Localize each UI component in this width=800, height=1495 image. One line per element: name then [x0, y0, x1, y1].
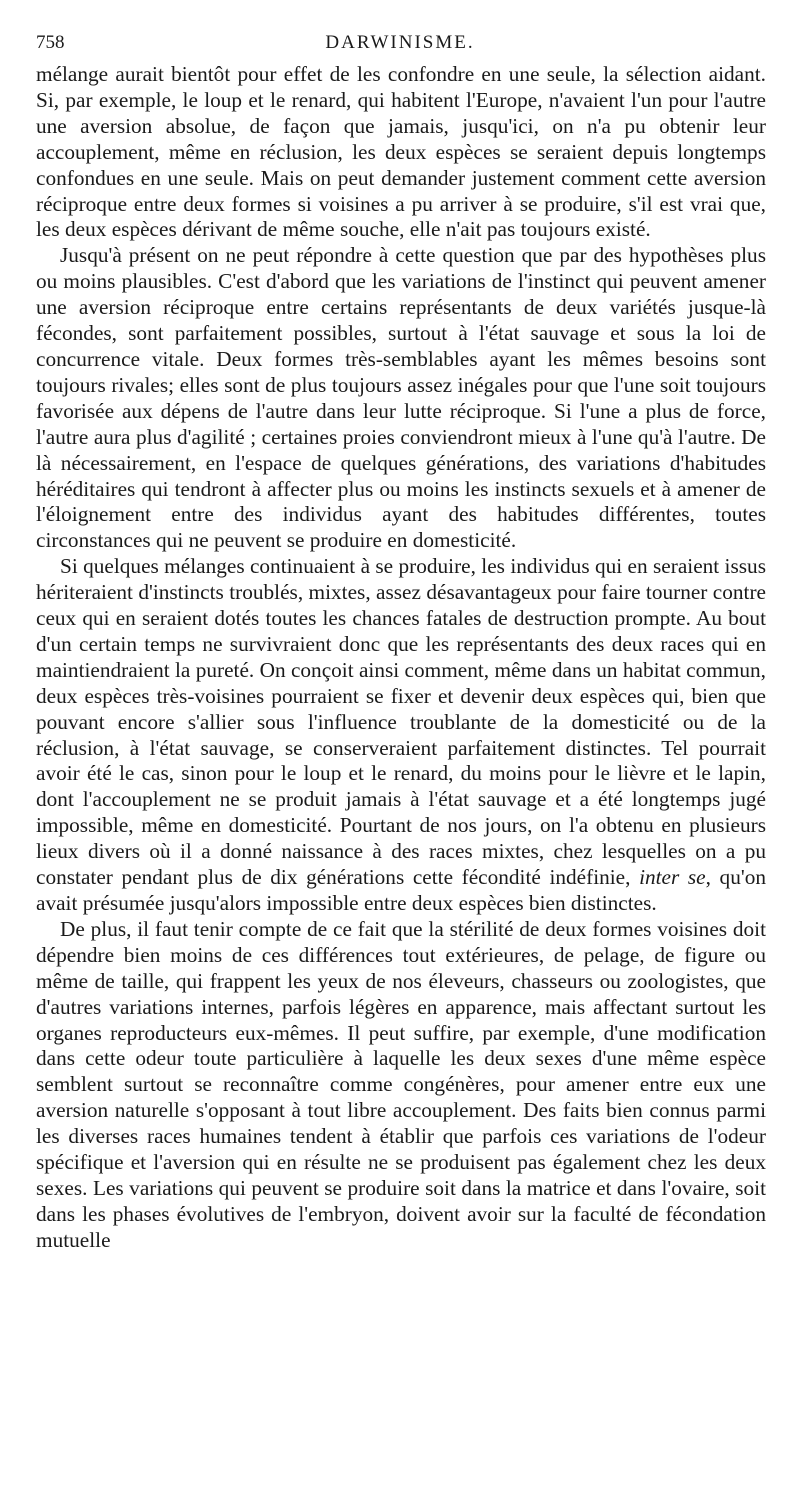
paragraph-4	[36, 917, 766, 1254]
page-header	[36, 32, 764, 56]
paragraph-1-text: mélange aurait bientôt pour effet de les confondre en une seule, la sélection aidant. Si, par exemple, le loup et le renard, qui habitent l'Europe, n'avaient l'un pour l'autre une aversion absolue, de façon que jamais, jusqu'ici, on n'a pu obtenir leur accouplement, même en réclusion, les deux espèces se seraient depuis longtemps confondues en une seule. Mais on peut demander justement comment cette aversion réciproque entre deux formes si voisines a pu arriver à se produire, s'il est vrai que, les deux espèces dérivant de même souche, elle n'ait pas toujours existé.	[36, 62, 766, 242]
running-title: DARWINISME.	[325, 32, 475, 53]
paragraph-2	[36, 243, 766, 554]
paragraph-2-text: Jusqu'à présent on ne peut répondre à cette question que par des hypothèses plus ou moins plausibles. C'est d'abord que les variations de l'instinct qui peuvent amener une aversion réciproque entre certains représentants de deux variétés jusque-là fécondes, sont parfaitement possibles, surtout à l'état sauvage et sous la loi de concurrence vitale. Deux formes très-semblables ayant les mêmes besoins sont toujours rivales; elles sont de plus toujours assez inégales pour que l'une soit toujours favorisée aux dépens de l'autre dans leur lutte réciproque. Si l'une a plus de force, l'autre aura plus d'agilité ; certaines proies conviendront mieux à l'une qu'à l'autre. De là nécessairement, en l'espace de quelques générations, des variations d'habitudes héréditaires qui tendront à affecter plus ou moins les instincts sexuels et à amener de l'éloignement entre des individus ayant des habitudes différentes, toutes circonstances qui ne peuvent se produire en domesticité.	[36, 243, 766, 553]
paragraph-4-text: De plus, il faut tenir compte de ce fait que la stérilité de deux formes voisines doit dépendre bien moins de ces différences tout extérieures, de pelage, de figure ou même de taille, qui frappent les yeux de nos éleveurs, chasseurs ou zoologistes, que d'autres variations internes, parfois légères en apparence, mais affectant surtout les organes reproducteurs eux-mêmes. Il peut suffire, par exemple, d'une modification dans cette odeur toute particulière à laquelle les deux sexes d'une même espèce semblent surtout se reconnaître comme congénères, pour amener entre eux une aversion naturelle s'opposant à tout libre accouplement. Des faits bien connus parmi les diverses races humaines tendent à établir que parfois ces variations de l'odeur spécifique et l'aversion qui en résulte ne se produisent pas également chez les deux sexes. Les variations qui peuvent se produire soit dans la matrice et dans l'ovaire, soit dans les phases évolutives de l'embryon, doivent avoir sur la faculté de fécondation mutuelle	[36, 916, 766, 1252]
paragraph-3-italic-latin: inter se	[639, 865, 706, 890]
paragraph-1	[36, 62, 766, 243]
paragraph-3-text: Si quelques mélanges continuaient à se produire, les individus qui en seraient issus hériteraient d'instincts troublés, mixtes, assez désavantageux pour faire tourner contre ceux qui en seraient dotés toutes les chances fatales de destruction prompte. Au bout d'un certain temps ne survivraient donc que les représentants des deux races qui en maintiendraient la pureté. On conçoit ainsi comment, même dans un habitat commun, deux espèces très-voisines pourraient se fixer et devenir deux espèces qui, bien que pouvant encore s'allier sous l'influence troublante de la domesticité ou de la réclusion, à l'état sauvage, se conserveraient parfaitement distinctes. Tel pourrait avoir été le cas, sinon pour le loup et le renard, du moins pour le lièvre et le lapin, dont l'accouplement ne se produit jamais à l'état sauvage et a été longtemps jugé impossible, même en domesticité. Pourtant de nos jours, on l'a obtenu en plusieurs lieux divers où il a donné naissance à des races mixtes, chez lesquelles on a pu constater pendant plus de dix générations cette fécondité indéfinie,	[36, 554, 766, 890]
paragraph-3-text-after: , qu'on avait présumée jusqu'alors impossible entre deux espèces bien distinctes.	[36, 865, 766, 915]
page-number: 758	[36, 32, 65, 53]
page-body	[36, 62, 766, 1254]
paragraph-3	[36, 554, 766, 917]
